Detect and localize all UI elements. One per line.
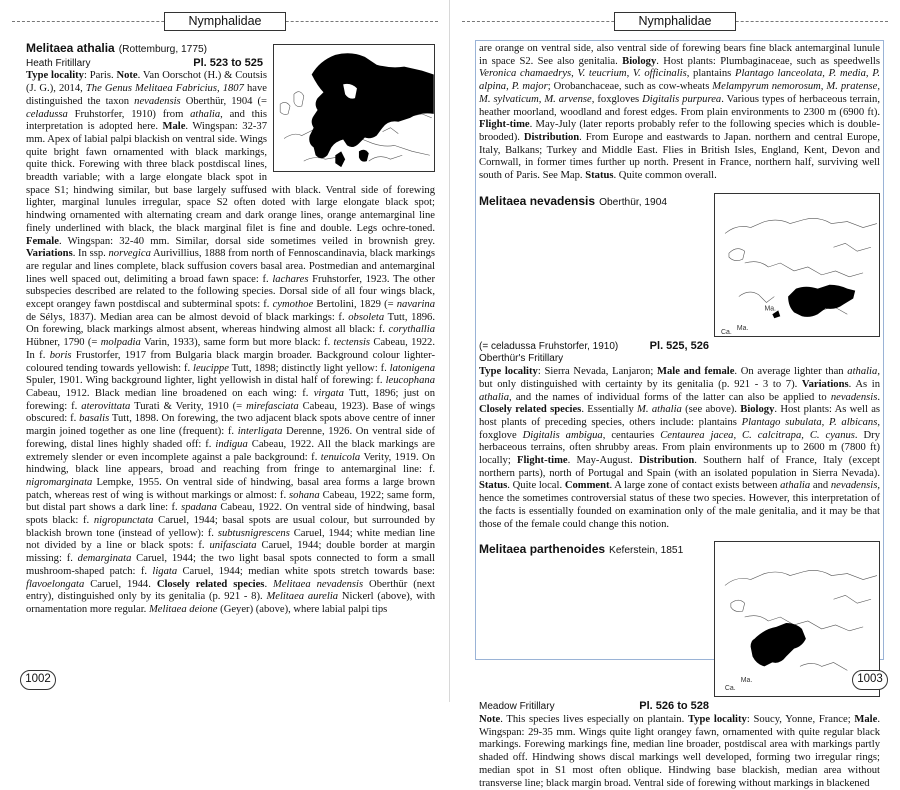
species-name: Melitaea athalia	[26, 41, 115, 55]
species-subheader	[26, 57, 263, 71]
species-name: Melitaea nevadensis	[479, 193, 596, 208]
species-synonym: (= celadussa Fruhstorfer, 1910)	[479, 340, 619, 352]
left-page	[0, 0, 450, 702]
map-label: Ca.	[724, 685, 736, 693]
running-head: Nymphalidae	[164, 12, 286, 31]
species-subheader	[479, 700, 709, 714]
map-label: Ca.	[721, 328, 732, 336]
text-column	[26, 42, 435, 662]
range-athalia	[309, 53, 434, 158]
species-author: Oberthür, 1904	[599, 196, 668, 208]
species-header	[479, 195, 708, 210]
species-author: (Rottemburg, 1775)	[118, 44, 208, 55]
europe-distribution-map-athalia-icon	[274, 45, 434, 171]
common-name: Heath Fritillary	[26, 57, 91, 69]
range-parthenoides	[751, 623, 806, 666]
plate-reference: Pl. 526 to 528	[639, 700, 709, 713]
species-name: Melitaea parthenoides	[479, 542, 606, 557]
right-page	[450, 0, 900, 789]
map-label: Ma.	[764, 305, 776, 313]
common-name: Meadow Fritillary	[479, 701, 555, 713]
common-name: Oberthür's Fritillary	[479, 353, 564, 365]
continued-text: are orange on ventral side, also ventral side of forewing bears fine black antemarginal lunule in space S2. See also genitalia. Biology. Host plants: Plumbaginaceae, such as speedwells Veronica chamaedrys, V. teucrium, V. officinalis, plantains Plantago lanceolata, P. media, P. alpina, P. major; Orobanchaceae, such as cow-wheats Melampyrum nemorosum, M. pratense, M. sylvaticum, M. arvense, foxgloves Digitalis purpurea. Various types of herbaceous terrain, heather moorland, woodland and forest edges. From plain environments to 2300 m (6900 ft). Flight-time. May-July (later reports probably refer to the following species which is double-brooded). Distribution. From Europe and eastwards to Japan. northern and central Europe, Italy, Balkans; Turkey and Middle East. Flies in British Isles, England, Kent, Devon and Cornwall, in former times further up north. Present in France, northern half, surviving well south of Paris. See Map. Status. Quite common overall.	[479, 43, 880, 182]
europe-distribution-map-nevadensis-icon	[715, 194, 879, 336]
distribution-map	[273, 44, 435, 172]
species-description: Type locality: Paris. Note. Van Oorschot (H.) & Coutsis (J. G.), 2014, The Genus Melitaea Fabricius, 1807 have distinguished the taxon nevadensis Oberthür, 1904 (= celadussa Fruhstorfer, 1910) from athalia, and this interpretation is adopted here. Male. Wingspan: 32-37 mm. Apex of labial palpi blackish on ventral side. Wings quite bright fawn ornamented with black markings, quite thick. Forewing with three black postdiscal lines, breadth variable; with a large elongate black spot in space S1; hindwing similar, but base largely suffused with black. Ventral side of forewing lighter, marginal lunules irregular, space S2 often doted with large elongate black spot; hindwing ornamented with alternating cream and dark orange lines, orange antemarginal line finely underlined with black, the black marginal filet is fine and double. Legs ochre-toned. Female. Wingspan: 32-40 mm. Similar, dorsal side sometimes veiled in brownish grey. Variations. In ssp. norvegica Aurivillius, 1888 from north of Fennoscandinavia, black markings are regular and lines complete, black suffusion covers basal area. Postmedian and antemarginal lines well spaced out, delimiting a broad fawn space: f. lachares Fruhstorfer, 1923. The other subspecies described are related to the following species. Dorsal side of all four wings black, except orangey fawn postdiscal and subterminal spots: f. cymothoe Bertolini, 1829 (= navarina de Sélys, 1837). Median area can be almost devoid of black markings: f. obsoleta Tutt, 1896. On forewing, black markings almost absent, whereas hindwing almost all black: f. corythallia Hübner, 1790 (= molpadia Varin, 1933), same form but more black: f. tectensis Cabeau, 1922. In f. boris Frustorfer, 1917 from Bulgaria black margin broader. Background colour lighter-coloured tending towards yellowish: f. leucippe Tutt, 1898; distinctly light yellow: f. latonigena Spuler, 1901. Wing background lighter, light yellowish in distal half of forewing: f. leucophana Cabeau, 1912. Black median line broadened on each wing: f. virgata Tutt, 1896; just on forewing: f. aterovittata Turati & Verity, 1910 (= mirefasciata Cabeau, 1923). Base of wings obscured: f. basalis Tutt, 1898. On forewing, the two adjacent black spots above centre of inner margin joined together as one line (frequent): f. interligata Derenne, 1926. On ventral side of forewing, distal lines highly shaded off: f. indigua Cabeau, 1922. All the black markings are extremely slender or even incomplete against a pale background: f. tenuicola Verity, 1919. On hindwing, black line appears, broad and reaching from fringe to antemarginal line: f. nigromarginata Lempke, 1955. On ventral side of hindwing, basal area forms a large brown patch, whereas rest of wing is without markings or almost: f. sohana Cabeau, 1922; same form, but distal part shows a dark line: f. spadana Cabeau, 1922. On ventral side of hindwing, basal spots black: f. nigropunctata Caruel, 1944; basal spots are usual colour, but surrounded by blackish brown tone (instead of yellow): f. subtusnigrescens Caruel, 1944; white median line not divided by a line or black spots: f. unifasciata Caruel, 1944; double border at margin missing: f. demarginata Caruel, 1944; the two light basal spots connected to form a small mushroom-shaped patch: f. ligata Caruel, 1944; median white spots stretch towards base: flavoelongata Caruel, 1944. Closely related species. Melitaea nevadensis Oberthür (next entry), distinguished only by its genitalia (p. 921 - 8). Melitaea aurelia Nickerl (above), with ornamentation more regular. Melitaea deione (Geyer) (above), where labial palpi tips	[26, 70, 436, 615]
species-author: Keferstein, 1851	[609, 545, 684, 557]
page-number: 1003	[852, 670, 888, 690]
page-number: 1002	[20, 670, 56, 690]
map-label: Ma.	[740, 677, 753, 685]
species-header	[26, 42, 267, 57]
distribution-map	[714, 193, 880, 337]
plate-reference: Pl. 525, 526	[649, 339, 709, 352]
plate-reference: Pl. 523 to 525	[193, 56, 263, 69]
map-label: Ma.	[736, 324, 749, 332]
species-description: Type locality: Sierra Nevada, Lanjaron; Male and female. On average lighter than athalia, but only distinguished with certainty by its genitalia (p. 921 - 3 to 7). Variations. As in athalia, and the names of individual forms of the latter can also be applied to nevadensis. Closely related species. Essentially M. athalia (see above). Biology. Host plants: As well as host plants of preceding species, others include: plantains Plantago subulata, P. albicans, foxglove Digitalis ambigua, centauries Centaurea jacea, C. calcitrapa, C. cyanus. Dry herbaceous terrains, often shrubby areas. From plain environments up to 2600 m (7800 ft) locally; Flight-time. May-August. Distribution. Southern half of France, Italy (except northern parts), north of Portugal and Spain (with an isolated population in Sierra Nevada). Status. Quite local. Comment. A large zone of contact exists between athalia and nevadensis, hence the sometimes controversial status of these two species. However, this interpretation of the facts is essentially founded on examination only of the male genitalia, and it may be that those of the female could change this notion.	[479, 366, 881, 530]
species-subheader	[479, 340, 709, 354]
running-head: Nymphalidae	[614, 12, 736, 31]
species-header	[479, 543, 708, 558]
species-description: Note. This species lives especially on plantain. Type locality: Soucy, Yonne, France; Male. Wingspan: 29-35 mm. Wings quite light orangey fawn, ornamented with quite regular black markings. Forewing markings fine, median line broader, postdiscal area with markings partly shaded off. Hindwing shows discal markings well developed, forming two irregular rings; median spot in S1 most often oblique. Hindwing base blackish, median area without transverse line; black margin broad. Ventral side of forewing without markings in blackened	[479, 713, 880, 789]
range-nevadensis	[788, 284, 855, 316]
